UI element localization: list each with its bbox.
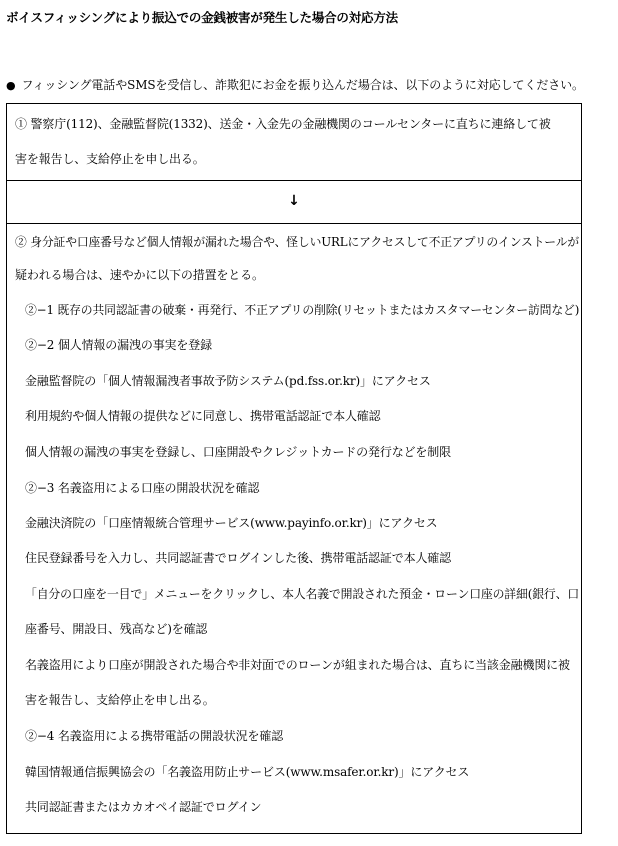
step2-line2: 疑われる場合は、速やかに以下の措置をとる。: [15, 268, 264, 282]
step2-1-line: ②−1 既存の共同認証書の破棄・再発行、不正アプリの削除(リセットまたはカスタマーセンター訪問など): [25, 303, 580, 317]
step2-2-line1: 金融監督院の「個人情報漏洩者事故予防システム(pd.fss.or.kr)」にアクセス: [25, 374, 431, 388]
step1-line1: ① 警察庁(112)、金融監督院(1332)、送金・入金先の金融機関のコールセンターに直ちに連絡して被: [15, 117, 551, 131]
step2-4-line2: 共同認証書またはカカオペイ認証でログイン: [25, 800, 262, 814]
arrow-box: [6, 181, 582, 224]
step2-2-heading: ②−2 個人情報の漏洩の事実を登録: [25, 338, 212, 352]
down-arrow-icon: ↓: [288, 193, 300, 209]
step2-4-heading: ②−4 名義盗用による携帯電話の開設状況を確認: [25, 729, 284, 743]
intro-text: [6, 76, 584, 93]
step2-2-line3: 個人情報の漏洩の事実を登録し、口座開設やクレジットカードの発行などを制限: [25, 445, 451, 459]
step1-line2: 害を報告し、支給停止を申し出る。: [15, 152, 205, 166]
step2-3-line3: 「自分の口座を一目で」メニューをクリックし、本人名義で開設された預金・ローン口座の詳細(銀行、口: [25, 587, 580, 601]
step2-3-line1: 金融決済院の「口座情報統合管理サービス(www.payinfo.or.kr)」にアクセス: [25, 516, 438, 530]
step2-3-heading: ②−3 名義盗用による口座の開設状況を確認: [25, 481, 260, 495]
step2-3-line4: 座番号、開設日、残高など)を確認: [25, 622, 208, 636]
step2-3-line5: 名義盗用により口座が開設された場合や非対面でのローンが組まれた場合は、直ちに当該金融機関に被: [25, 658, 570, 672]
bullet-icon: ●: [6, 79, 16, 92]
intro-sentence: フィッシング電話やSMSを受信し、詐欺犯にお金を振り込んだ場合は、以下のように対応してください。: [21, 78, 584, 92]
step2-3-line6: 害を報告し、支給停止を申し出る。: [25, 693, 215, 707]
step2-4-line1: 韓国情報通信振興協会の「名義盗用防止サービス(www.msafer.or.kr)」にアクセス: [25, 765, 470, 779]
step2-3-line2: 住民登録番号を入力し、共同認証書でログインした後、携帯電話認証で本人確認: [25, 551, 452, 565]
step2-2-line2: 利用規約や個人情報の提供などに同意し、携帯電話認証で本人確認: [25, 409, 381, 423]
step1-box: [6, 103, 582, 181]
step2-line1: ② 身分証や口座番号など個人情報が漏れた場合や、怪しいURLにアクセスして不正アプリのインストールが: [15, 235, 580, 249]
page-title: ボイスフィッシングにより振込での金銭被害が発生した場合の対応方法: [6, 10, 398, 25]
step2-box: [6, 224, 582, 834]
